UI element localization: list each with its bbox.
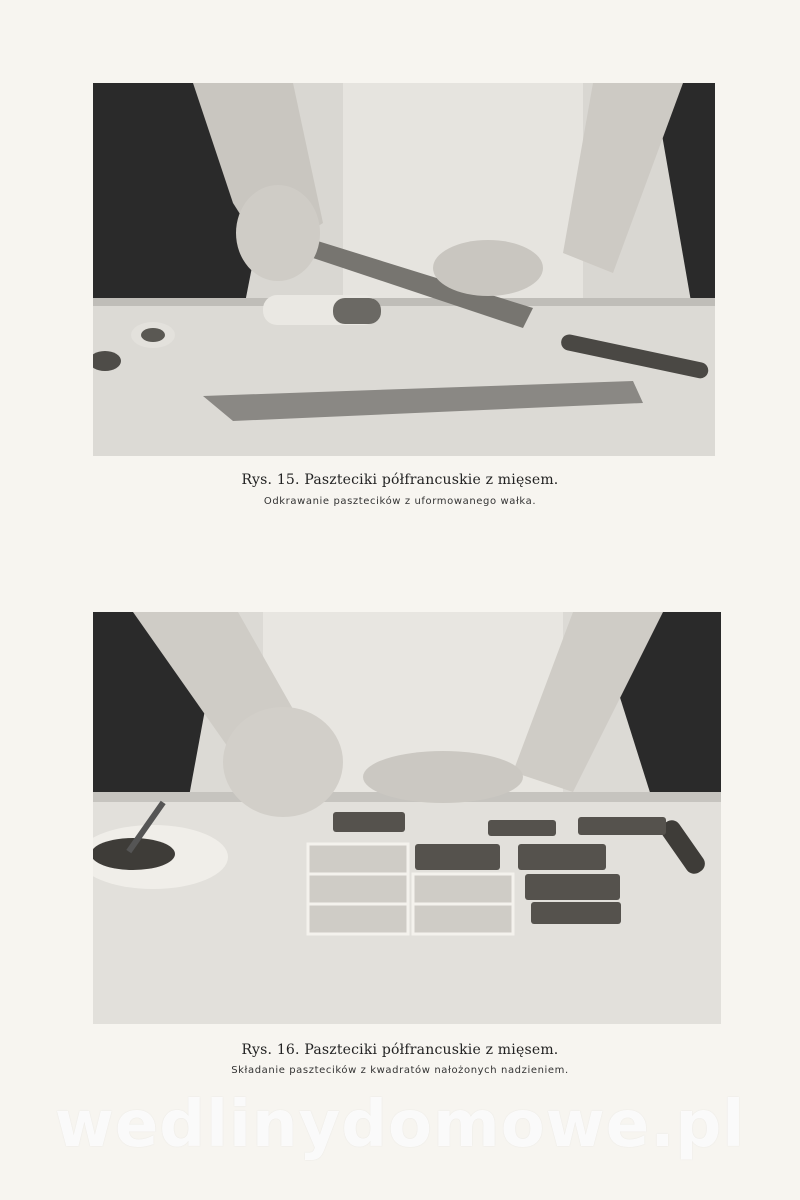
figure-15-subtitle: Odkrawanie pasztecików z uformowanego wałka.: [263, 496, 537, 507]
figure-16-subtitle: Składanie pasztecików z kwadratów nałożonych nadzieniem.: [231, 1065, 569, 1076]
figure-16-title: Rys. 16. Paszteciki półfrancuskie z mięsem.: [241, 1042, 559, 1058]
figure-15-title: Rys. 15. Paszteciki półfrancuskie z mięsem.: [241, 472, 559, 488]
figure-16-photo: [93, 612, 721, 1024]
figure-15-photo: [93, 83, 715, 456]
watermark: wedlinydomowe.pl: [54, 1088, 746, 1162]
